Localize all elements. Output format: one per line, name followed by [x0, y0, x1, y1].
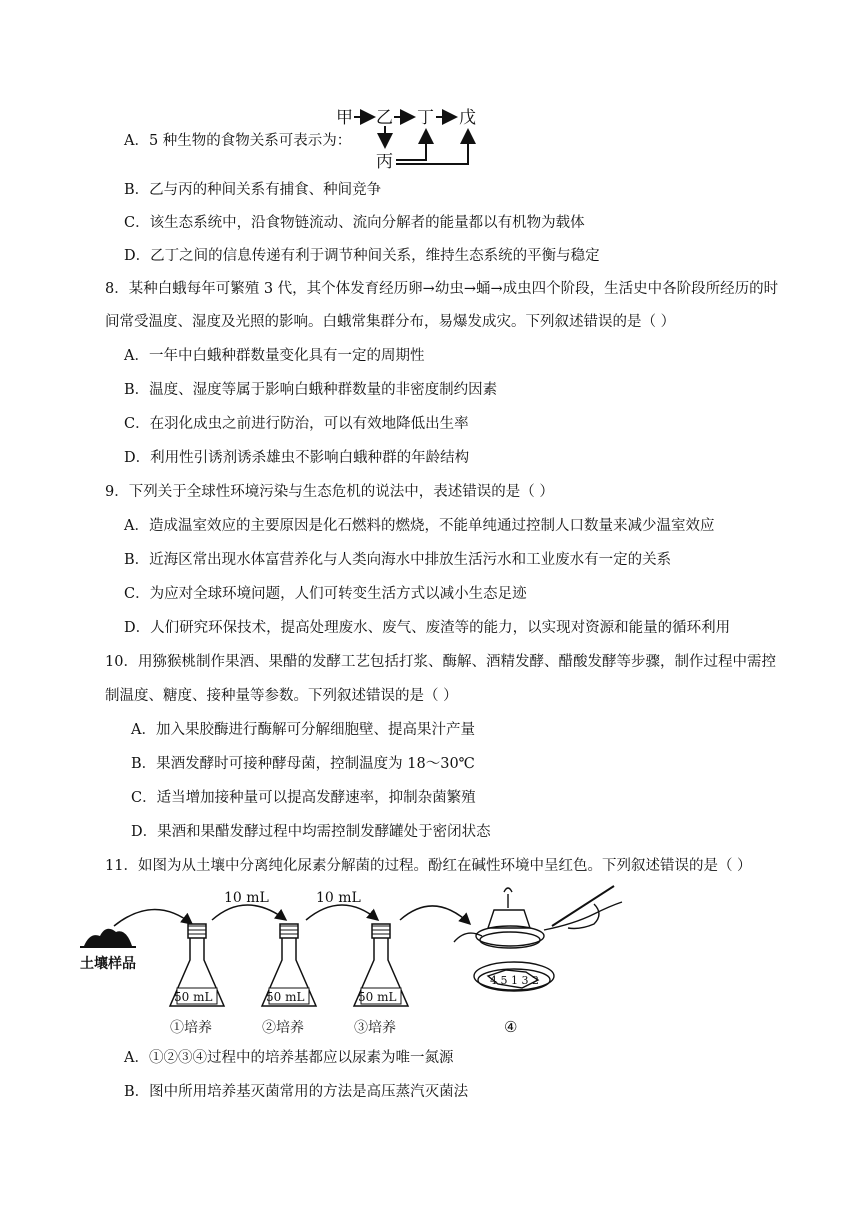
step-2-label: ②培养 [262, 1020, 304, 1036]
q9-option-c: C．为应对全球环境问题，人们可转变生活方式以减小生态足迹 [124, 586, 527, 602]
node-wu: 戊 [459, 108, 476, 128]
isolation-process-figure [74, 884, 634, 1042]
q9-option-d: D．人们研究环保技术，提高处理废水、废气、废渣等的能力，以实现对资源和能量的循环利用 [124, 620, 731, 636]
q10-option-b: B．果酒发酵时可接种酵母菌，控制温度为 18～30℃ [131, 756, 475, 772]
q8-stem-line1: 8．某种白蛾每年可繁殖 3 代，其个体发育经历卵→幼虫→蛹→成虫四个阶段，生活史中各阶段所经历的时 [105, 281, 779, 297]
q11-stem: 11．如图为从土壤中分离纯化尿素分解菌的过程。酚红在碱性环境中呈红色。下列叙述错误的是（ ） [105, 858, 752, 874]
flask-1-volume: 50 mL [174, 990, 213, 1004]
food-web-diagram [330, 100, 490, 175]
step-4-label: ④ [504, 1018, 518, 1036]
q9-stem: 9．下列关于全球性环境污染与生态危机的说法中，表述错误的是（ ） [105, 484, 554, 500]
q9-option-a: A．造成温室效应的主要原因是化石燃料的燃烧，不能单纯通过控制人口数量来减少温室效应 [124, 518, 715, 534]
q7-option-a: A．5 种生物的食物关系可表示为： [124, 133, 352, 149]
q8-option-c: C．在羽化成虫之前进行防治，可以有效地降低出生率 [124, 416, 469, 432]
soil-sample-icon [80, 929, 136, 947]
plate-digits: 4 5 1 3 2 [490, 974, 539, 987]
node-ding: 丁 [417, 108, 434, 128]
q7-option-c: C．该生态系统中，沿食物链流动、流向分解者的能量都以有机物为载体 [124, 215, 585, 231]
node-jia: 甲 [336, 108, 353, 128]
q8-option-b: B．温度、湿度等属于影响白蛾种群数量的非密度制约因素 [124, 382, 498, 398]
q9-option-b: B．近海区常出现水体富营养化与人类向海水中排放生活污水和工业废水有一定的关系 [124, 552, 672, 568]
soil-sample-label: 土壤样品 [80, 956, 136, 972]
q10-option-d: D．果酒和果醋发酵过程中均需控制发酵罐处于密闭状态 [131, 824, 491, 840]
step-3-label: ③培养 [354, 1020, 396, 1036]
node-bing: 丙 [376, 152, 393, 172]
q8-option-d: D．利用性引诱剂诱杀雄虫不影响白蛾种群的年龄结构 [124, 450, 470, 466]
q10-stem-line2: 制温度、糖度、接种量等参数。下列叙述错误的是（ ） [105, 688, 458, 704]
step-1-label: ①培养 [170, 1020, 212, 1036]
q7-option-b: B．乙与丙的种间关系有捕食、种间竞争 [124, 182, 382, 198]
transfer-label-1: 10 mL [224, 890, 269, 906]
node-yi: 乙 [376, 108, 393, 128]
q11-option-b: B．图中所用培养基灭菌常用的方法是高压蒸汽灭菌法 [124, 1084, 469, 1100]
q10-option-a: A．加入果胶酶进行酶解可分解细胞壁、提高果汁产量 [131, 722, 475, 738]
transfer-label-2: 10 mL [316, 890, 361, 906]
q11-option-a: A．①②③④过程中的培养基都应以尿素为唯一氮源 [124, 1050, 454, 1066]
q10-option-c: C．适当增加接种量可以提高发酵速率，抑制杂菌繁殖 [131, 790, 476, 806]
flask-2-volume: 50 mL [266, 990, 305, 1004]
q7-option-d: D．乙丁之间的信息传递有利于调节种间关系，维持生态系统的平衡与稳定 [124, 248, 600, 264]
q8-option-a: A．一年中白蛾种群数量变化具有一定的周期性 [124, 348, 425, 364]
flask-3-volume: 50 mL [358, 990, 397, 1004]
q8-stem-line2: 间常受温度、湿度及光照的影响。白蛾常集群分布，易爆发成灾。下列叙述错误的是（ ） [105, 314, 676, 330]
q10-stem-line1: 10．用猕猴桃制作果酒、果醋的发酵工艺包括打浆、酶解、酒精发酵、醋酸发酵等步骤，制作过程中需控 [105, 654, 776, 670]
